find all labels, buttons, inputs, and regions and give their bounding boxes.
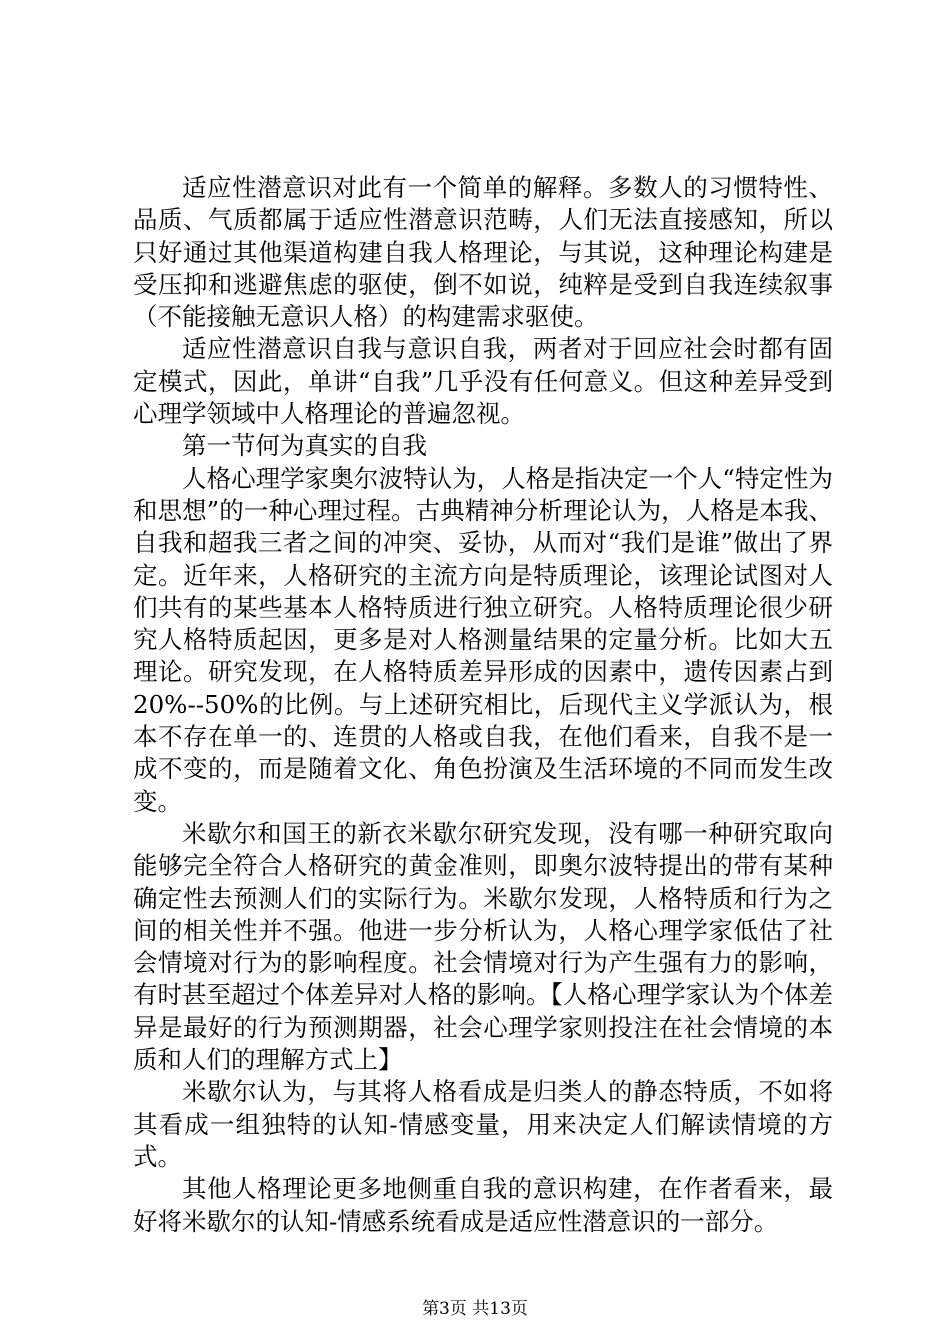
paragraph: 人格心理学家奥尔波特认为，人格是指决定一个人“特定性为和思想”的一种心理过程。古典精神分析理论认为，人格是本我、自我和超我三者之间的冲突、妥协，从而对“我们是谁”做出了界定。近年来，人格研究的主流方向是特质理论，该理论试图对人们共有的某些基本人格特质进行独立研究。人格特质理论很少研究人格特质起因，更多是对人格测量结果的定量分析。比如大五理论。研究发现，在人格特质差异形成的因素中，遗传因素占到20%--50%的比例。与上述研究相比，后现代主义学派认为，根本不存在单一的、连贯的人格或自我，在他们看来，自我不是一成不变的，而是随着文化、角色扮演及生活环境的不同而发生改变。 [133,463,833,816]
paragraph: 其他人格理论更多地侧重自我的意识构建，在作者看来，最好将米歇尔的认知-情感系统看成是适应性潜意识的一部分。 [133,1174,833,1236]
paragraph: 适应性潜意识自我与意识自我，两者对于回应社会时都有固定模式，因此，单讲“自我”几乎没有任何意义。但这种差异受到心理学领域中人格理论的普遍忽视。 [133,334,833,429]
page-footer [0,1298,950,1320]
page-number: 第3页 共13页 [422,1299,528,1319]
section-heading: 第一节何为真实的自我 [182,431,427,461]
paragraph: 米歇尔和国王的新衣米歇尔研究发现，没有哪一种研究取向能够完全符合人格研究的黄金准则，即奥尔波特提出的带有某种确定性去预测人们的实际行为。米歇尔发现，人格特质和行为之间的相关性并不强。他进一步分析认为，人格心理学家低估了社会情境对行为的影响程度。社会情境对行为产生强有力的影响，有时甚至超过个体差异对人格的影响。【人格心理学家认为个体差异是最好的行为预测期器，社会心理学家则投注在社会情境的本质和人们的理解方式上】 [133,818,833,1075]
paragraph: 适应性潜意识对此有一个简单的解释。多数人的习惯特性、品质、气质都属于适应性潜意识范畴，人们无法直接感知，所以只好通过其他渠道构建自我人格理论，与其说，这种理论构建是受压抑和逃避焦虑的驱使，倒不如说，纯粹是受到自我连续叙事（不能接触无意识人格）的构建需求驱使。 [133,173,833,332]
body-text [133,172,833,1238]
paragraph: 米歇尔认为，与其将人格看成是归类人的静态特质，不如将其看成一组独特的认知-情感变量，用来决定人们解读情境的方式。 [133,1077,833,1171]
